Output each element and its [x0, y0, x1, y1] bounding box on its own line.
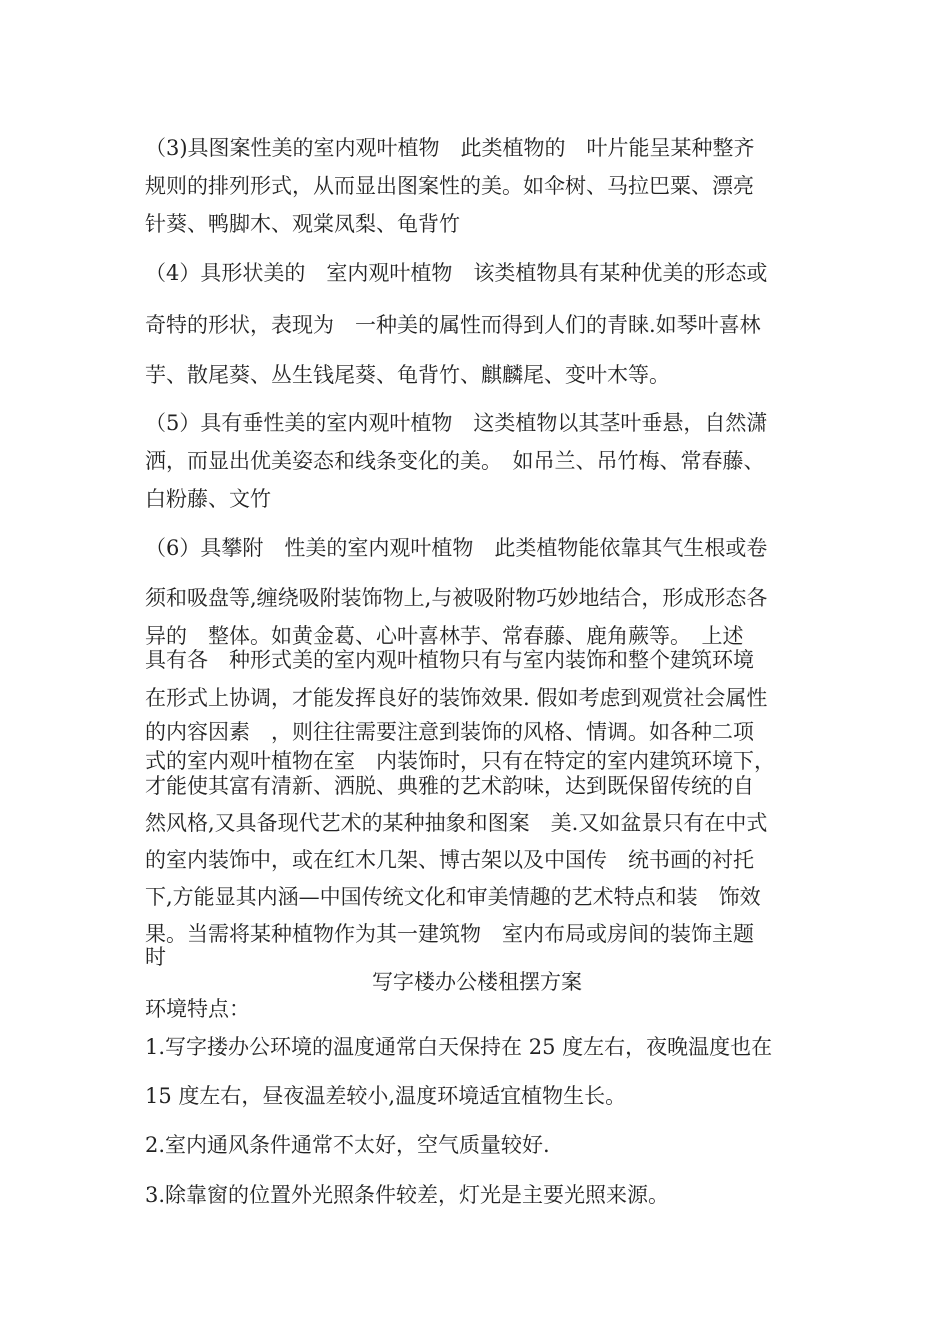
text-line: 洒，而显出优美姿态和线条变化的美。 如吊兰、吊竹梅、常春藤、 [145, 449, 765, 473]
text-line: 然风格,又具备现代艺术的某种抽象和图案 美.又如盆景只有在中式 [145, 811, 768, 835]
text-line: 果。当需将某种植物作为其一建筑物 室内布局或房间的装饰主题 [145, 922, 754, 946]
text-line: 针葵、鸭脚木、观棠凤梨、龟背竹 [145, 212, 460, 236]
text-line: （5）具有垂性美的室内观叶植物 这类植物以其茎叶垂悬，自然潇 [145, 411, 768, 435]
text-line: 下,方能显其内涵—中国传统文化和审美情趣的艺术特点和装 饰效 [145, 885, 761, 909]
text-line: 式的室内观叶植物在室 内装饰时，只有在特定的室内建筑环境下， [145, 749, 775, 773]
text-line: 异的 整体。如黄金葛、心叶喜林芋、常春藤、鹿角蕨等。 上述 [145, 624, 744, 648]
text-line: 15 度左右，昼夜温差较小,温度环境适宜植物生长。 [145, 1084, 627, 1108]
list-item: 2.室内通风条件通常不太好，空气质量较好. [145, 1133, 550, 1157]
list-item: 1.写字搂办公环境的温度通常白天保持在 25 度左右，夜晚温度也在 [145, 1035, 773, 1059]
text-line: 才能使其富有清新、洒脱、典雅的艺术韵味，达到既保留传统的自 [145, 774, 754, 798]
text-line: （3)具图案性美的室内观叶植物 此类植物的 叶片能呈某种整齐 [145, 136, 755, 160]
text-line: 奇特的形状，表现为 一种美的属性而得到人们的青睐.如琴叶喜林 [145, 313, 761, 337]
text-line: 具有各 种形式美的室内观叶植物只有与室内装饰和整个建筑环境 [145, 648, 754, 672]
text-line: 白粉藤、文竹 [145, 487, 271, 511]
text-line: 时 [145, 945, 166, 969]
list-item: 3.除靠窗的位置外光照条件较差，灯光是主要光照来源。 [145, 1183, 670, 1207]
text-line: （6）具攀附 性美的室内观叶植物 此类植物能依靠其气生根或卷 [145, 536, 768, 560]
text-line: 的室内装饰中，或在红木几架、博古架以及中国传 统书画的衬托 [145, 848, 754, 872]
text-line: 的内容因素 ，则往往需要注意到装饰的风格、情调。如各种二项 [145, 720, 754, 744]
text-line: 芋、散尾葵、丛生钱尾葵、龟背竹、麒麟尾、变叶木等。 [145, 363, 670, 387]
section-subheading: 环境特点： [145, 997, 250, 1021]
text-line: （4）具形状美的 室内观叶植物 该类植物具有某种优美的形态或 [145, 261, 768, 285]
text-line: 规则的排列形式，从而显出图案性的美。如伞树、马拉巴粟、漂亮 [145, 174, 754, 198]
text-line: 在形式上协调，才能发挥良好的装饰效果. 假如考虑到观赏社会属性 [145, 686, 768, 710]
text-line: 须和吸盘等,缠绕吸附装饰物上,与被吸附物巧妙地结合，形成形态各 [145, 586, 768, 610]
section-title: 写字楼办公楼租摆方案 [372, 970, 582, 994]
